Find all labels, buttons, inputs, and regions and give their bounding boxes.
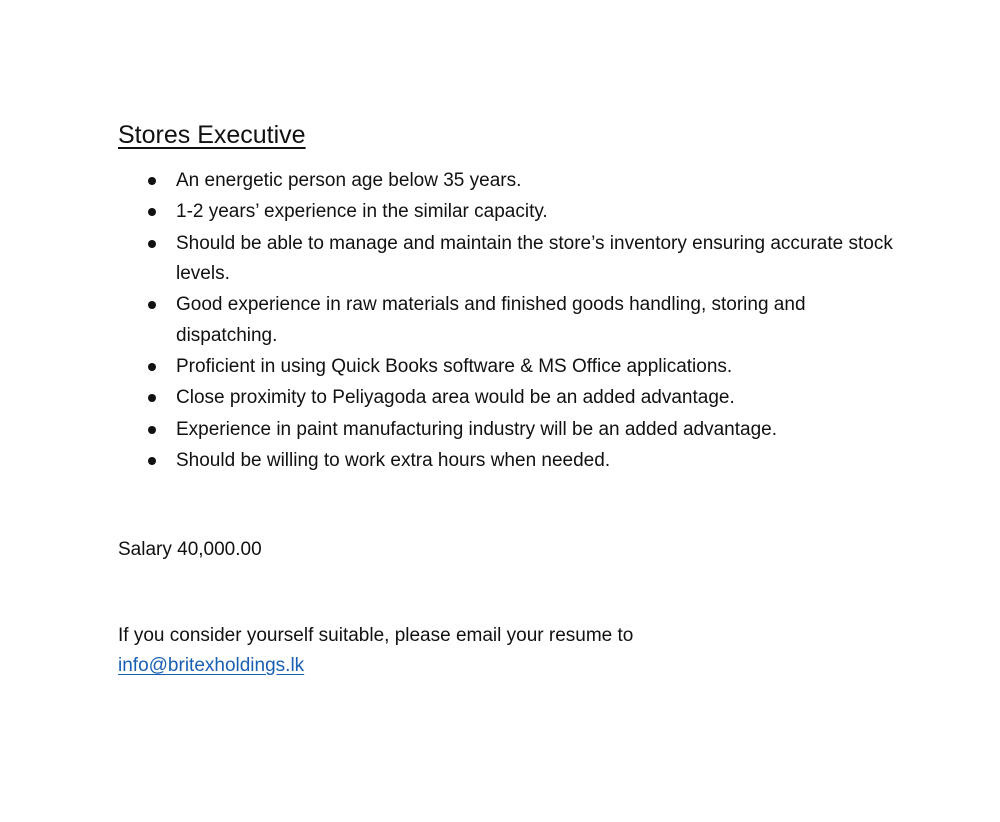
- bullet-icon: [148, 240, 156, 248]
- requirement-item: [118, 229, 898, 290]
- requirement-text: Good experience in raw materials and finished goods handling, storing and dispatching.: [176, 294, 806, 346]
- bullet-icon: [148, 394, 156, 402]
- email-link[interactable]: info@britexholdings.lk: [118, 655, 305, 677]
- requirement-text: Proficient in using Quick Books software & MS Office applications.: [176, 356, 733, 378]
- bullet-icon: [148, 426, 156, 434]
- requirement-text: An energetic person age below 35 years.: [176, 170, 522, 191]
- requirement-text: Should be able to manage and maintain the store’s inventory ensuring accurate stock levels.: [176, 232, 893, 285]
- job-title: Stores Executive: [118, 121, 306, 149]
- bullet-icon: [148, 457, 156, 465]
- requirement-item: [118, 446, 898, 477]
- salary-line: Salary 40,000.00: [118, 538, 262, 560]
- requirement-item: [118, 352, 898, 383]
- requirement-text: Should be willing to work extra hours when needed.: [176, 450, 611, 472]
- bullet-icon: [148, 363, 156, 371]
- job-posting: [118, 118, 898, 682]
- bullet-icon: [148, 208, 156, 216]
- requirement-text: Experience in paint manufacturing industry will be an added advantage.: [176, 418, 777, 440]
- requirement-item: [118, 166, 898, 197]
- requirement-item: [118, 197, 898, 228]
- requirement-text: 1-2 years’ experience in the similar capacity.: [176, 201, 548, 223]
- bullet-icon: [148, 177, 156, 185]
- requirement-item: [118, 383, 898, 414]
- requirements-list: [118, 166, 898, 477]
- apply-instructions: [118, 621, 718, 682]
- requirement-text: Close proximity to Peliyagoda area would be an added advantage.: [176, 387, 735, 409]
- bullet-icon: [148, 301, 156, 309]
- requirement-item: [118, 290, 898, 351]
- requirement-item: [118, 415, 898, 446]
- apply-text: If you consider yourself suitable, please email your resume to: [118, 624, 634, 646]
